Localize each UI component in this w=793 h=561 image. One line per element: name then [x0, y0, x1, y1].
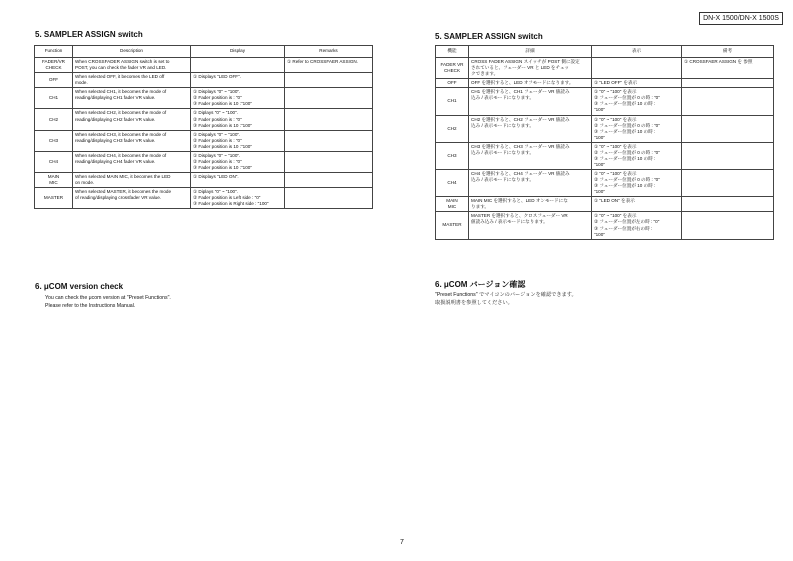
display-cell: ① "0" ~ "100" を表示 ② フェーダー位置が 0 の時 : "0" ③ フェーダー位置が 10 の時 : "100": [592, 88, 682, 115]
remarks-cell: [682, 115, 774, 142]
description-cell: When selected MAIN MIC, it becomes the LED on mode.: [73, 173, 191, 188]
table-row: [35, 73, 373, 88]
sampler-assign-table-en: [34, 45, 373, 209]
page-number: 7: [400, 539, 404, 546]
section6-title-jp: 6. μCOM バージョン確認: [435, 280, 526, 289]
function-cell: CH2: [436, 115, 469, 142]
remarks-cell: [285, 188, 373, 209]
table-row: [436, 88, 774, 115]
remarks-cell: [285, 151, 373, 172]
description-cell: When selected CH3, it becomes the mode of reading/displaying CH3 fader VR value.: [73, 130, 191, 151]
table-header-row: [35, 46, 373, 58]
description-cell: CH3 を選択すると、CH3 フェーダー VR 値読み 込み / 表示モードになります。: [469, 142, 592, 169]
table-row: [436, 212, 774, 239]
column-header: Description: [73, 46, 191, 58]
description-cell: OFF を選択すると、LED オフモードになります。: [469, 79, 592, 88]
table-header-row: [436, 46, 774, 58]
display-cell: ① "LED OFF" を表示: [592, 79, 682, 88]
table-row: [436, 170, 774, 197]
function-cell: OFF: [35, 73, 73, 88]
display-cell: ① "0" ~ "100" を表示 ② フェーダー位置が左の時 : "0" ③ フェーダー位置が右の時 : "100": [592, 212, 682, 239]
section5-title-en: 5. SAMPLER ASSIGN switch: [35, 30, 143, 39]
display-cell: ① Displays "0" ~ "100". ② Fader position is : "0" ③ Fader position is 10 :"100": [191, 88, 285, 109]
description-cell: When selected MASTER, it becomes the mode of reading/displaying crossfader VR value.: [73, 188, 191, 209]
table-row: [436, 197, 774, 212]
function-cell: CH1: [35, 88, 73, 109]
display-cell: ① "0" ~ "100" を表示 ② フェーダー位置が 0 の時 : "0" ③ フェーダー位置が 10 の時 : "100": [592, 142, 682, 169]
description-cell: CH1 を選択すると、CH1 フェーダー VR 値読み 込み / 表示モードになります。: [469, 88, 592, 115]
table-row: [35, 173, 373, 188]
remarks-cell: [285, 73, 373, 88]
table-row: [436, 115, 774, 142]
table-row: [35, 151, 373, 172]
display-cell: ① "LED ON" を表示: [592, 197, 682, 212]
function-cell: FADER VR CHECK: [436, 58, 469, 79]
description-cell: When selected CH1, it becomes the mode of reading/displaying CH1 fader VR value.: [73, 88, 191, 109]
column-header: 機能: [436, 46, 469, 58]
description-cell: MAIN MIC を選択すると、LED オンモードにな ります。: [469, 197, 592, 212]
table-row: [436, 58, 774, 79]
remarks-cell: [285, 88, 373, 109]
display-cell: ① Dispalys "0" ~ "100". ② Fader position is : "0" ③ Fader position is 10 :"100": [191, 130, 285, 151]
description-cell: When selected CH4, it becomes the mode of reading/displaying CH4 fader VR value.: [73, 151, 191, 172]
description-cell: CH4 を選択すると、CH4 フェーダー VR 値読み 込み / 表示モードになります。: [469, 170, 592, 197]
model-number: DN-X 1500/DN-X 1500S: [699, 12, 783, 25]
remarks-cell: [285, 109, 373, 130]
display-cell: ① Displays "0" ~ "100". ② Fader position is : "0" ③ Fader position is 10 :"100": [191, 151, 285, 172]
function-cell: CH4: [436, 170, 469, 197]
remarks-cell: [682, 170, 774, 197]
description-cell: CROSS FADER ASSIGN スイッチが POST 側に設定 されていると、フェーダー VR と LED をチェッ クできます。: [469, 58, 592, 79]
remarks-cell: [682, 197, 774, 212]
column-header: Function: [35, 46, 73, 58]
display-cell: ① "0" ~ "100" を表示 ② フェーダー位置が 0 の時 : "0" ③ フェーダー位置が 10 の時 : "100": [592, 170, 682, 197]
display-cell: ① Displays "LED OFF".: [191, 73, 285, 88]
function-cell: CH4: [35, 151, 73, 172]
table-row: [35, 88, 373, 109]
description-cell: When selected OFF, it becomes the LED off mode.: [73, 73, 191, 88]
description-cell: MASTER を選択すると、クロスフェーダー VR 値読み込み / 表示モードになります。: [469, 212, 592, 239]
display-cell: ① Diplays "0" ~ "100". ② Fader position is Left side : "0" ③ Fader position is Right side : "100": [191, 188, 285, 209]
function-cell: CH3: [35, 130, 73, 151]
column-header: Display: [191, 46, 285, 58]
remarks-cell: [682, 212, 774, 239]
remarks-cell: ① Refer to CROSSFAER ASSIGN.: [285, 58, 373, 73]
column-header: 備考: [682, 46, 774, 58]
table-row: [35, 130, 373, 151]
remarks-cell: [682, 79, 774, 88]
remarks-cell: [682, 142, 774, 169]
column-header: Remarks: [285, 46, 373, 58]
display-cell: [592, 58, 682, 79]
function-cell: OFF: [436, 79, 469, 88]
table-row: [35, 109, 373, 130]
remarks-cell: [285, 173, 373, 188]
remarks-cell: [285, 130, 373, 151]
section6-text-jp: "Preset Functions" でマイコンのバージョンを確認できます。 取扱説明書を参照してください。: [435, 292, 577, 307]
function-cell: MASTER: [436, 212, 469, 239]
section5-title-jp: 5. SAMPLER ASSIGN switch: [435, 32, 543, 41]
remarks-cell: ① CROSSFAER ASSIGN を 参照: [682, 58, 774, 79]
table-row: [35, 58, 373, 73]
display-cell: [191, 58, 285, 73]
column-header: 詳細: [469, 46, 592, 58]
function-cell: CH1: [436, 88, 469, 115]
table-row: [436, 142, 774, 169]
table-row: [436, 79, 774, 88]
description-cell: When selected CH2, it becomes the mode of reading/displaying CH2 fader VR value.: [73, 109, 191, 130]
function-cell: MASTER: [35, 188, 73, 209]
section6-text-en: You can check the μcom version at "Preset Functions". Please refer to the Instructions Manual.: [45, 295, 171, 310]
table-row: [35, 188, 373, 209]
column-header: 表示: [592, 46, 682, 58]
display-cell: ① "0" ~ "100" を表示 ② フェーダー位置が 0 の時 : "0" ③ フェーダー位置が 10 の時 : "100": [592, 115, 682, 142]
function-cell: CH2: [35, 109, 73, 130]
display-cell: ① Displays "LED ON".: [191, 173, 285, 188]
function-cell: MAIN MIC: [436, 197, 469, 212]
remarks-cell: [682, 88, 774, 115]
function-cell: MAIN MIC: [35, 173, 73, 188]
function-cell: CH3: [436, 142, 469, 169]
description-cell: When CROSSFADER ASSIGN switch is set to POST, you can check the fader VR and LED.: [73, 58, 191, 73]
function-cell: FADER/VR CHECK: [35, 58, 73, 73]
description-cell: CH2 を選択すると、CH2 フェーダー VR 値読み 込み / 表示モードになります。: [469, 115, 592, 142]
section6-title-en: 6. μCOM version check: [35, 282, 124, 291]
display-cell: ① Diplays "0" ~ "100". ② Fader position is : "0" ③ Fader position is 10 :"100": [191, 109, 285, 130]
sampler-assign-table-jp: [435, 45, 774, 240]
